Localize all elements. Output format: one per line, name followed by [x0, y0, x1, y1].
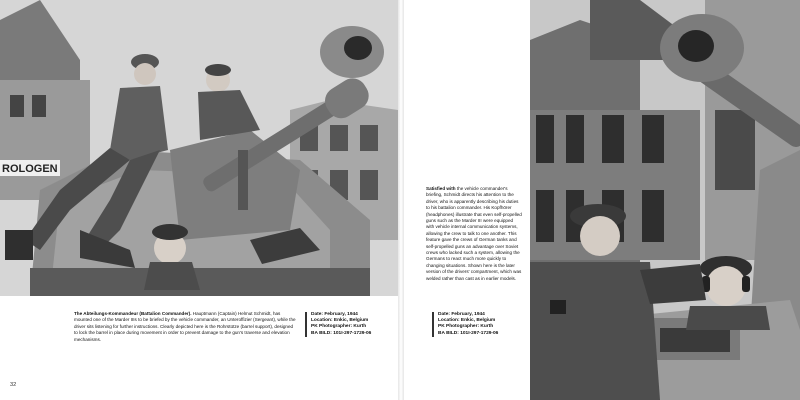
left-caption-lead: The Abteilungs-Kommandeur (Battalion Commander).	[74, 311, 192, 316]
tank-photo-right-illustration	[530, 0, 800, 400]
left-page	[0, 0, 398, 400]
left-caption	[74, 311, 298, 343]
right-page	[404, 0, 800, 400]
page-number: 32	[10, 382, 17, 388]
left-meta-location: Location: Enkic, Belgium	[311, 318, 369, 324]
right-caption-lead: Satisfied with	[426, 186, 456, 191]
right-meta-location: Location: Enkic, Belgium	[438, 318, 496, 324]
left-meta-date: Date: February, 1944	[311, 312, 358, 317]
tank-photo-left	[0, 0, 398, 296]
right-meta-photographer: PK Photographer: Kurth	[438, 324, 494, 330]
right-caption	[426, 186, 522, 282]
left-caption-text: Hauptmann (Captain) Helmut Schmidt, has mounted one of the Marder IIIs to be briefed by the vehicle commander, an Unteroffizier (Sergeant), while the driver sits listening for further instructions. Clearly depicted here is the Rohrstütze (barrel support), designed to lock the barrel in place during movement in order to prevent damage to the gun's traverse and elevation mechanisms.	[74, 311, 296, 342]
right-photo-meta	[432, 312, 498, 337]
right-meta-archive: BA BILD: 101I-297-1729-06	[438, 330, 499, 336]
tank-photo-right	[530, 0, 800, 400]
tank-photo-left-illustration	[0, 0, 398, 296]
left-meta-archive: BA BILD: 101I-297-1729-06	[311, 330, 372, 336]
left-photo-meta	[305, 312, 371, 337]
right-caption-text: the vehicle commander's briefing, Schmidt directs his attention to the driver, who is apparently describing his duties to his battalion commander. His Kopfhörer (headphones) illustrate that even self-propelled guns such as the Marder III were equipped with vehicle internal communication systems, allowing the crew to talk to one another. This feature gave the crews of German tanks and self-propelled guns an advantage over Soviet crews who lacked such a system, allowing the Germans to react much more quickly to changing situations. Shown here is the later version of the drivers' compartment, which was welded rather than cast as in earlier models.	[426, 186, 522, 281]
right-meta-date: Date: February, 1944	[438, 312, 485, 317]
shop-sign: ROLOGEN	[2, 163, 58, 175]
left-meta-photographer: PK Photographer: Kurth	[311, 324, 367, 330]
